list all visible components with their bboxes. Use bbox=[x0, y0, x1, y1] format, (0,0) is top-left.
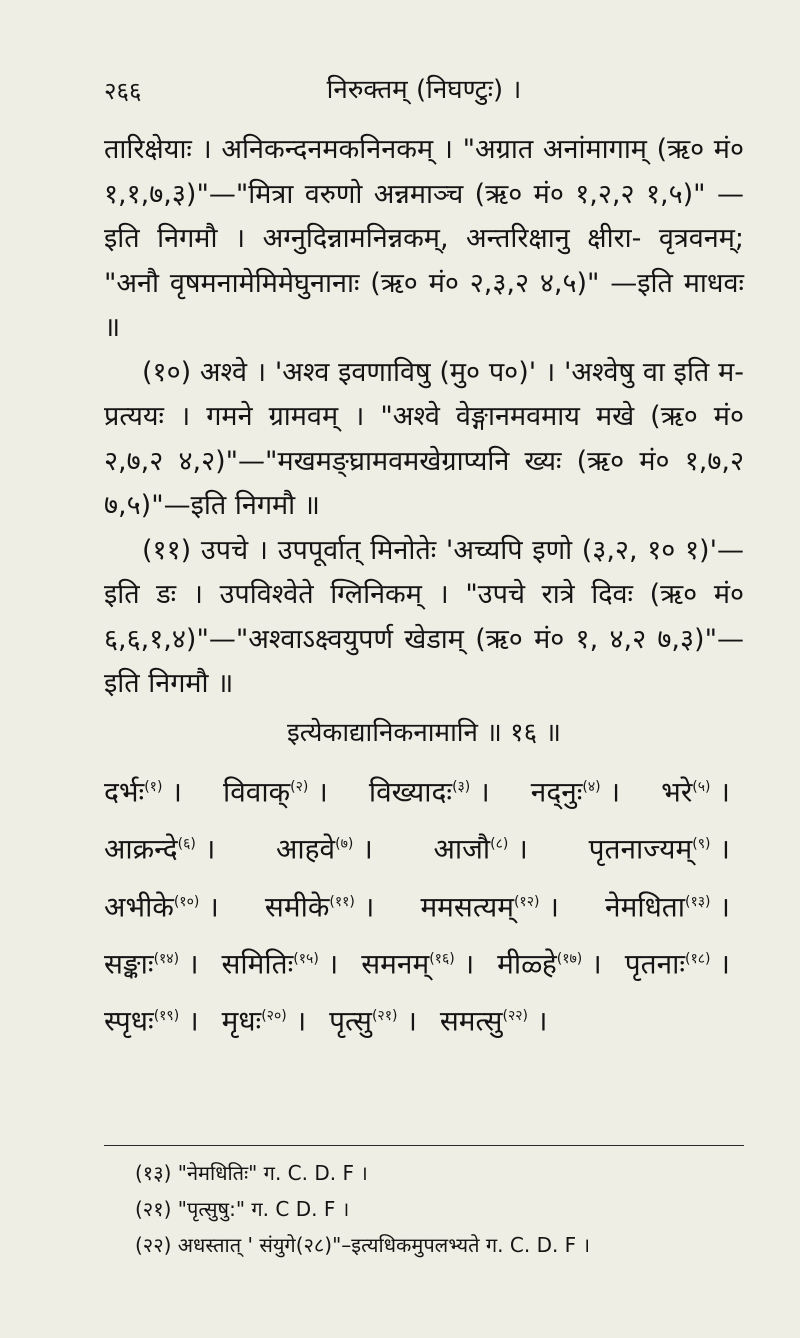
word-list-ref: (७) bbox=[335, 836, 354, 853]
word-list-item bbox=[369, 761, 490, 818]
word-list-ref: (१७) bbox=[556, 950, 583, 967]
word-list-ref: (१६) bbox=[429, 950, 455, 967]
page-body bbox=[104, 128, 744, 1048]
word-list-ref: (२१) bbox=[371, 1008, 398, 1025]
word-list-term: भरे bbox=[661, 775, 693, 809]
section-title: इत्येकाद्यानिकनामानि ॥ १६ ॥ bbox=[287, 717, 561, 748]
word-list-ref: (२) bbox=[290, 779, 309, 795]
word-list-item bbox=[104, 818, 215, 875]
word-list-term: आहवे bbox=[276, 832, 336, 866]
word-list-ref: (११) bbox=[329, 893, 355, 910]
word-list-item bbox=[222, 990, 307, 1047]
word-list-term: सङ्काः bbox=[104, 947, 154, 981]
word-list-item bbox=[104, 761, 182, 818]
word-list-term: अभीके bbox=[104, 889, 174, 923]
word-list-item bbox=[434, 818, 528, 875]
word-list-term: ममसत्यम् bbox=[420, 889, 514, 923]
word-list-item bbox=[531, 761, 620, 818]
footnote-divider bbox=[104, 1145, 744, 1146]
word-list-term: विवाक् bbox=[222, 775, 291, 809]
danda-separator: । bbox=[710, 832, 730, 866]
danda-separator: । bbox=[508, 832, 528, 866]
word-list-term: मीळ्हे bbox=[497, 947, 557, 981]
paragraph: तारिक्षेयाः । अनिकन्दनमकनिनकम् । "अग्रात अनांमागाम् (ऋ० मं० १,१,७,३)"—"मित्रा वरुणो अन्नमाञ्च (ऋ० मं० १,२,२ १,५)" —इति निगमौ । अग्नुदिन्नामनिन्नकम्, अन्तरिक्षानु क्षीरा- वृत्रवनम्; "अनौ वृषमनामेमिमेघुनानाः (ऋ० मं० २,३,२ ४,५)" —इति माधवः ॥ bbox=[104, 134, 744, 343]
word-list-term: समितिः bbox=[221, 947, 294, 981]
danda-separator: । bbox=[710, 889, 731, 923]
footnote: (२२) अधस्तात् ' संयुगे(२८)"–इत्यधिकमुपलभ्यते ग. C. D. F । bbox=[135, 1233, 591, 1257]
word-list-ref: (१३) bbox=[685, 893, 711, 910]
word-list-item bbox=[329, 990, 417, 1047]
running-title: निरुक्तम् (निघण्टुः) । bbox=[326, 75, 522, 105]
danda-separator: । bbox=[179, 947, 199, 981]
word-list-item bbox=[104, 876, 219, 933]
danda-separator: । bbox=[353, 832, 373, 866]
word-list-item bbox=[104, 933, 199, 990]
word-list-ref: (३) bbox=[452, 779, 471, 795]
danda-separator: । bbox=[710, 775, 731, 809]
word-list-ref: (१९) bbox=[153, 1008, 180, 1025]
word-list-term: समत्सु bbox=[439, 1004, 503, 1038]
word-list-term: मृधः bbox=[221, 1004, 262, 1038]
danda-separator: । bbox=[454, 947, 475, 981]
danda-separator: । bbox=[397, 1004, 417, 1038]
word-list-term: नेमधिता bbox=[605, 889, 686, 923]
word-list-term: पृत्सु bbox=[329, 1004, 372, 1038]
danda-separator: । bbox=[286, 1004, 307, 1038]
paragraph: (११) उपचे । उपपूर्वात् मिनोतेः 'अच्यपि इणो (३,२, १० १)'—इति डः । उपविश्वेते ग्लिनिकम् । "उपचे रात्रे दिवः (ऋ० मं० ६,६,१,४)"—"अश्वाऽक्ष्वयुपर्ण खेडाम् (ऋ० मं० १, ४,२ ७,३)"—इति निगमौ ॥ bbox=[104, 534, 744, 699]
footnote: (२१) "पृत्सुषु:" ग. C D. F । bbox=[135, 1197, 350, 1221]
word-list-item bbox=[661, 761, 730, 818]
word-list-item bbox=[440, 990, 548, 1047]
word-list-term: नद्नुः bbox=[530, 775, 583, 809]
word-list-term: पृतनाः bbox=[624, 947, 686, 981]
word-list-ref: (६) bbox=[177, 836, 196, 853]
word-list-item bbox=[104, 990, 199, 1047]
word-list-item bbox=[605, 876, 730, 933]
footnotes bbox=[135, 1155, 735, 1263]
word-list-term: आजौ bbox=[433, 832, 491, 866]
danda-separator: । bbox=[318, 947, 339, 981]
page-header bbox=[104, 70, 744, 110]
word-list-ref: (१२) bbox=[513, 893, 540, 910]
word-list-term: समीके bbox=[264, 889, 330, 923]
danda-separator: । bbox=[527, 1004, 548, 1038]
word-list-item bbox=[276, 818, 373, 875]
danda-separator: । bbox=[199, 889, 219, 923]
word-list-ref: (९) bbox=[692, 836, 711, 853]
word-list-ref: (१) bbox=[144, 779, 163, 795]
word-list-item bbox=[497, 933, 602, 990]
word-list-term: दर्भः bbox=[104, 775, 145, 809]
word-list-item bbox=[222, 933, 339, 990]
danda-separator: । bbox=[600, 775, 621, 809]
word-list-item bbox=[361, 933, 474, 990]
word-list-term: आक्रन्दे bbox=[104, 832, 178, 866]
danda-separator: । bbox=[195, 832, 216, 866]
word-list-ref: (१०) bbox=[173, 893, 200, 910]
danda-separator: । bbox=[308, 775, 328, 809]
word-list-ref: (२०) bbox=[261, 1008, 287, 1025]
word-list-item bbox=[223, 761, 328, 818]
word-list-term: पृतनाज्यम् bbox=[588, 832, 693, 866]
danda-separator: । bbox=[710, 947, 731, 981]
word-list-ref: (१४) bbox=[153, 950, 180, 967]
word-list-ref: (२२) bbox=[502, 1008, 528, 1025]
word-list-ref: (४) bbox=[582, 779, 601, 795]
danda-separator: । bbox=[470, 775, 490, 809]
word-list-item bbox=[420, 876, 559, 933]
word-list-item bbox=[589, 818, 730, 875]
danda-separator: । bbox=[162, 775, 182, 809]
word-list-term: समनम् bbox=[361, 947, 430, 981]
footnote: (१३) "नेमधितिः" ग. C. D. F । bbox=[135, 1161, 368, 1185]
word-list-term: विख्यादः bbox=[368, 775, 453, 809]
synonym-word-list bbox=[104, 761, 744, 1048]
page-number: २६६ bbox=[104, 77, 142, 105]
word-list-ref: (१८) bbox=[685, 950, 711, 967]
word-list-ref: (५) bbox=[692, 779, 711, 795]
danda-separator: । bbox=[539, 889, 559, 923]
danda-separator: । bbox=[179, 1004, 199, 1038]
danda-separator: । bbox=[582, 947, 602, 981]
word-list-ref: (८) bbox=[490, 836, 509, 853]
paragraph: (१०) अश्वे । 'अश्व इवणाविषु (मु० प०)' । 'अश्वेषु वा इति म-प्रत्ययः । गमने ग्रामवम् । "अश्वे वेङ्गानमवमाय मखे (ऋ० मं० २,७,२ ४,२)"—"मखमङ्घ्रामवमखेग्राप्यनि ख्यः (ऋ० मं० १,७,२ ७,५)"—इति निगमौ ॥ bbox=[104, 356, 744, 521]
word-list-ref: (१५) bbox=[293, 950, 319, 967]
word-list-item bbox=[265, 876, 374, 933]
word-list-term: स्पृधः bbox=[104, 1004, 154, 1038]
word-list-item bbox=[625, 933, 730, 990]
danda-separator: । bbox=[354, 889, 375, 923]
